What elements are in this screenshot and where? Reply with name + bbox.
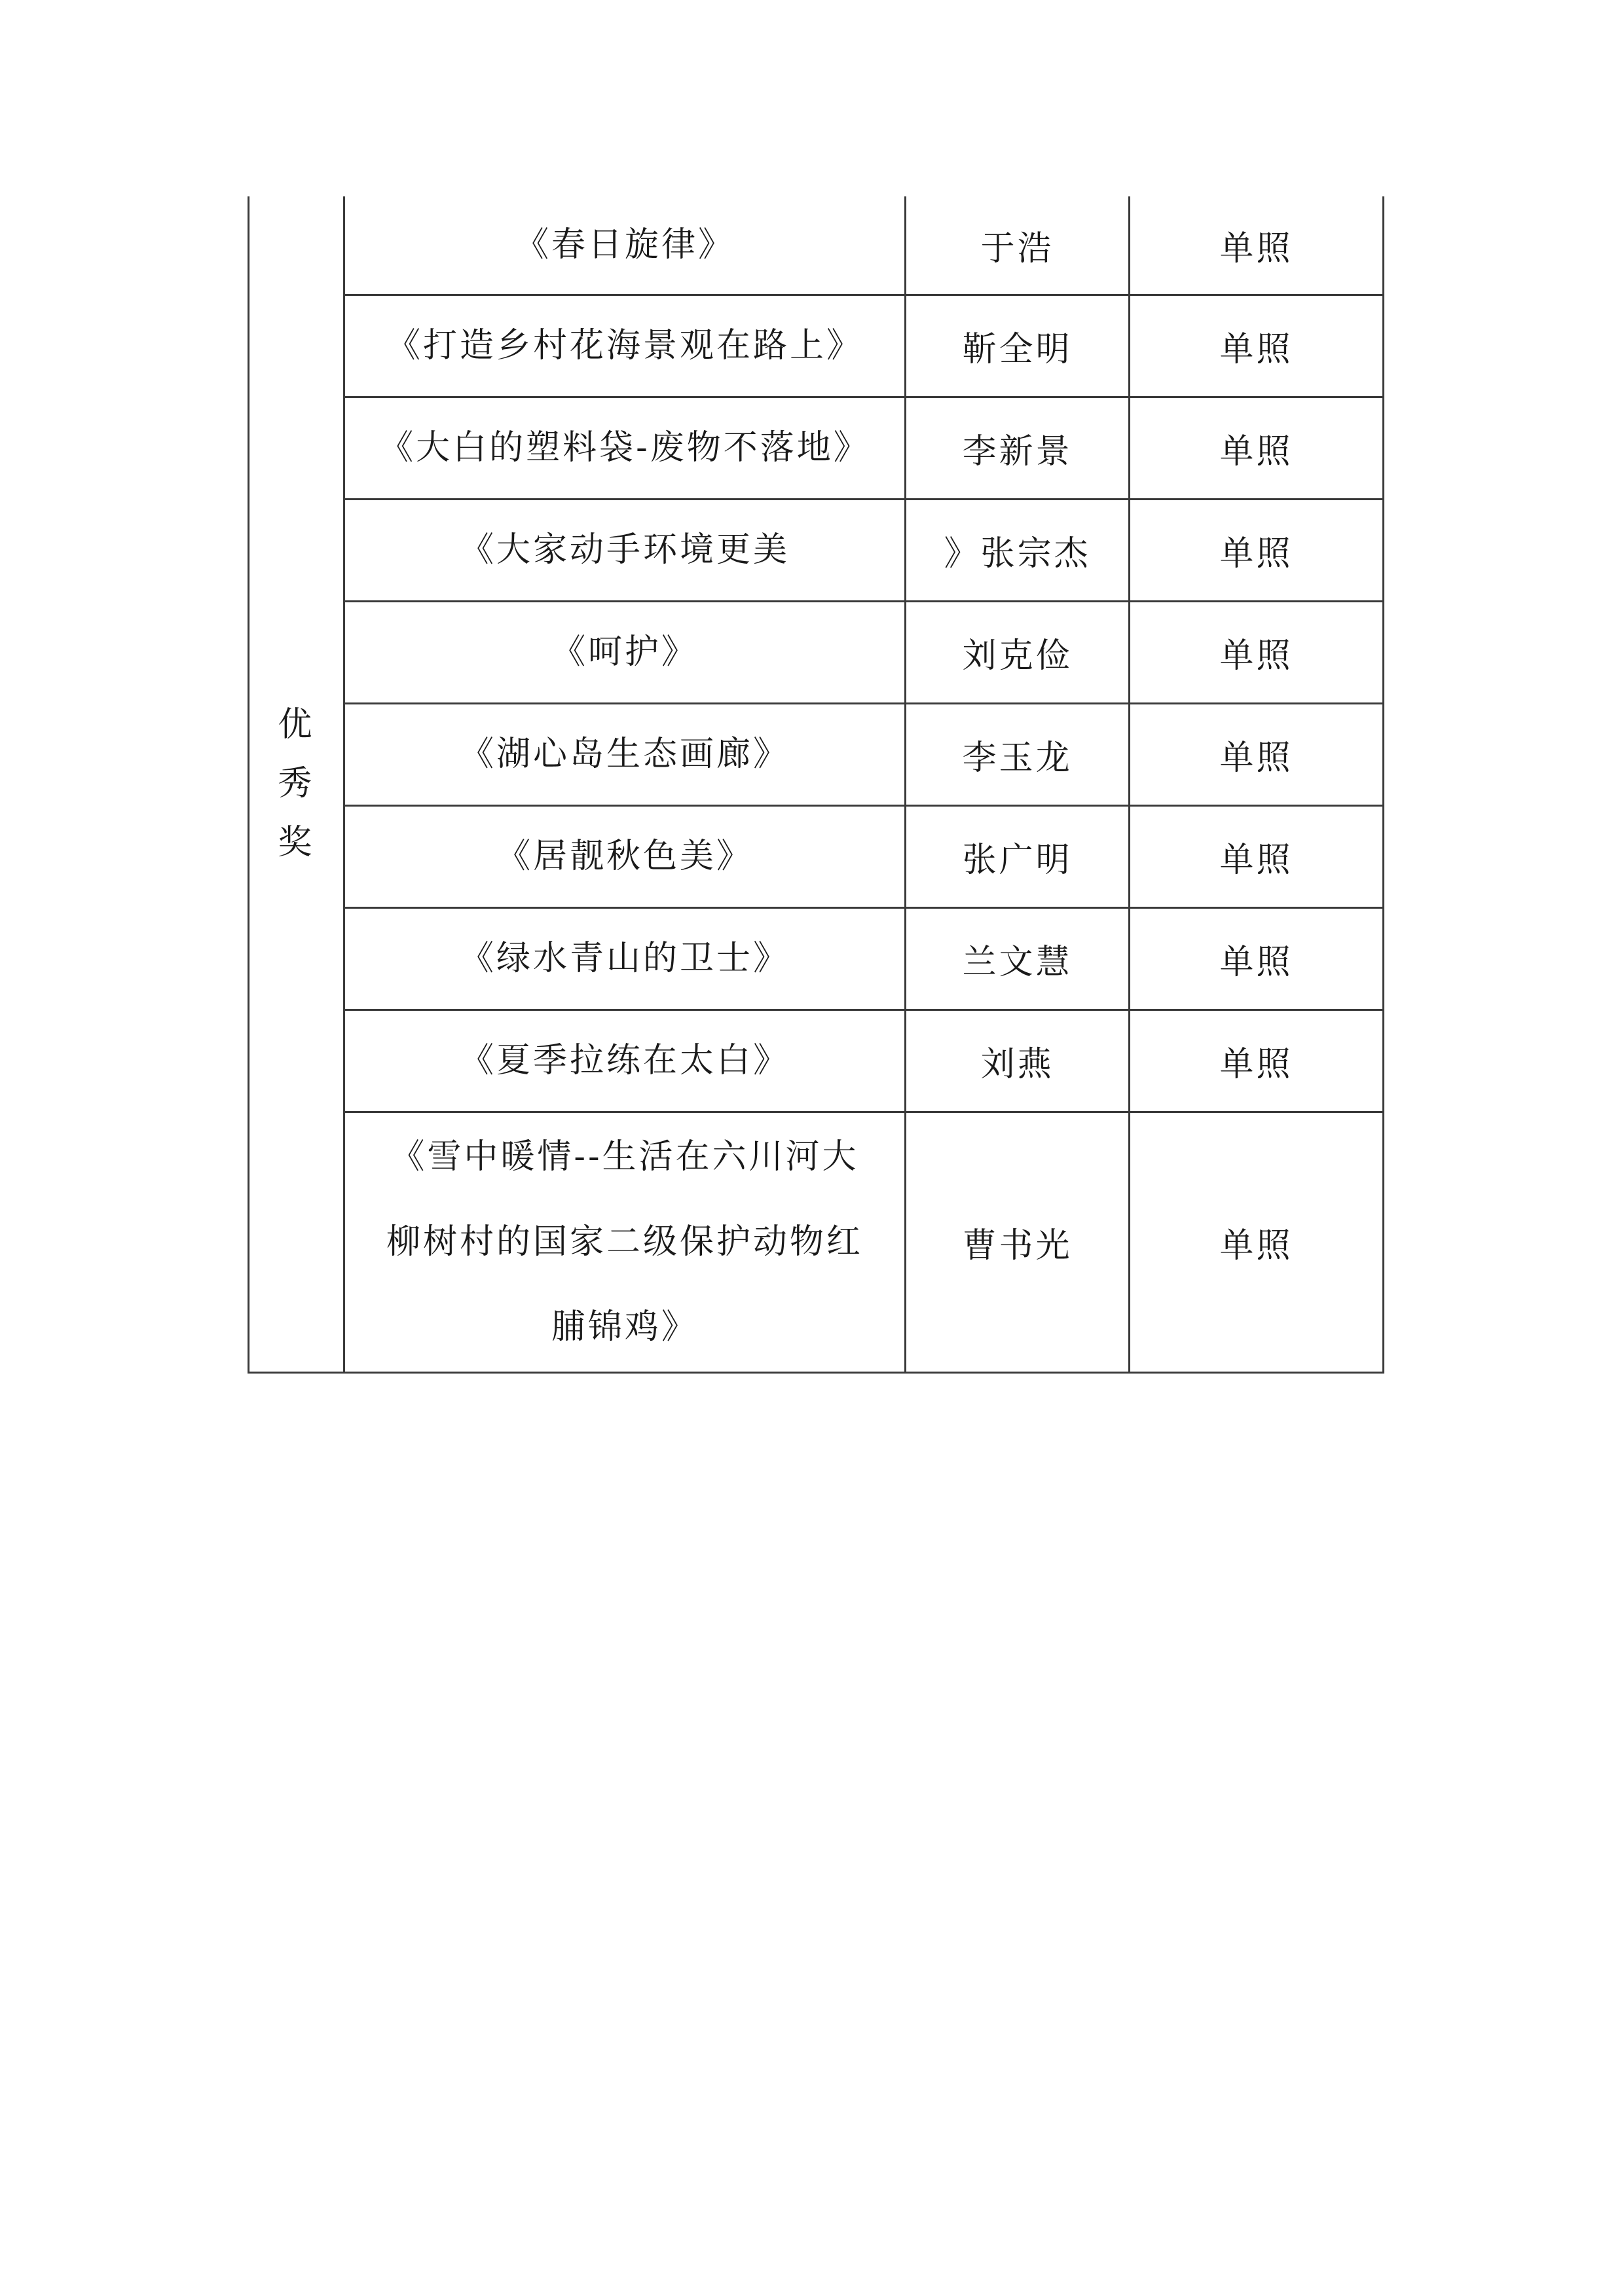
table-row bbox=[249, 1010, 1384, 1112]
work-title: 《大白的塑料袋-废物不落地》 bbox=[344, 397, 905, 499]
table-row bbox=[249, 499, 1384, 601]
author-name: 李玉龙 bbox=[906, 703, 1130, 805]
table-row bbox=[249, 295, 1384, 397]
table-row bbox=[249, 397, 1384, 499]
author-name: 刘克俭 bbox=[906, 601, 1130, 703]
work-type: 单照 bbox=[1129, 1010, 1383, 1112]
work-title: 《湖心岛生态画廊》 bbox=[344, 703, 905, 805]
work-title-line: 《雪中暖情--生活在六川河大 bbox=[390, 1137, 859, 1176]
work-title: 《呵护》 bbox=[344, 601, 905, 703]
work-title: 《居靓秋色美》 bbox=[344, 805, 905, 907]
work-type: 单照 bbox=[1129, 907, 1383, 1010]
table-row bbox=[249, 601, 1384, 703]
award-category-label: 优 秀 奖 bbox=[278, 705, 315, 863]
work-title: 《绿水青山的卫士》 bbox=[344, 907, 905, 1010]
work-type: 单照 bbox=[1129, 499, 1383, 601]
author-name: 刘燕 bbox=[906, 1010, 1130, 1112]
work-type: 单照 bbox=[1129, 703, 1383, 805]
table-row bbox=[249, 196, 1384, 295]
work-type: 单照 bbox=[1129, 601, 1383, 703]
author-name: 于浩 bbox=[906, 196, 1130, 295]
author-name: 靳全明 bbox=[906, 295, 1130, 397]
work-title: 《夏季拉练在太白》 bbox=[344, 1010, 905, 1112]
table-row bbox=[249, 907, 1384, 1010]
work-title: 《大家动手环境更美 bbox=[344, 499, 905, 601]
award-category-cell bbox=[249, 196, 344, 1372]
work-type: 单照 bbox=[1129, 295, 1383, 397]
author-name: 李新景 bbox=[906, 397, 1130, 499]
table-row bbox=[249, 703, 1384, 805]
award-table bbox=[248, 196, 1384, 1374]
work-title-line: 柳树村的国家二级保护动物红 bbox=[386, 1222, 863, 1262]
work-title bbox=[344, 1112, 905, 1372]
work-title: 《春日旋律》 bbox=[344, 196, 905, 295]
author-name: 》张宗杰 bbox=[906, 499, 1130, 601]
author-name: 兰文慧 bbox=[906, 907, 1130, 1010]
work-title-line: 脯锦鸡》 bbox=[551, 1307, 698, 1347]
table-row bbox=[249, 805, 1384, 907]
work-type: 单照 bbox=[1129, 196, 1383, 295]
work-title: 《打造乡村花海景观在路上》 bbox=[344, 295, 905, 397]
work-type: 单照 bbox=[1129, 805, 1383, 907]
author-name: 曹书光 bbox=[906, 1112, 1130, 1372]
work-type: 单照 bbox=[1129, 1112, 1383, 1372]
author-name: 张广明 bbox=[906, 805, 1130, 907]
work-type: 单照 bbox=[1129, 397, 1383, 499]
table-row bbox=[249, 1112, 1384, 1372]
